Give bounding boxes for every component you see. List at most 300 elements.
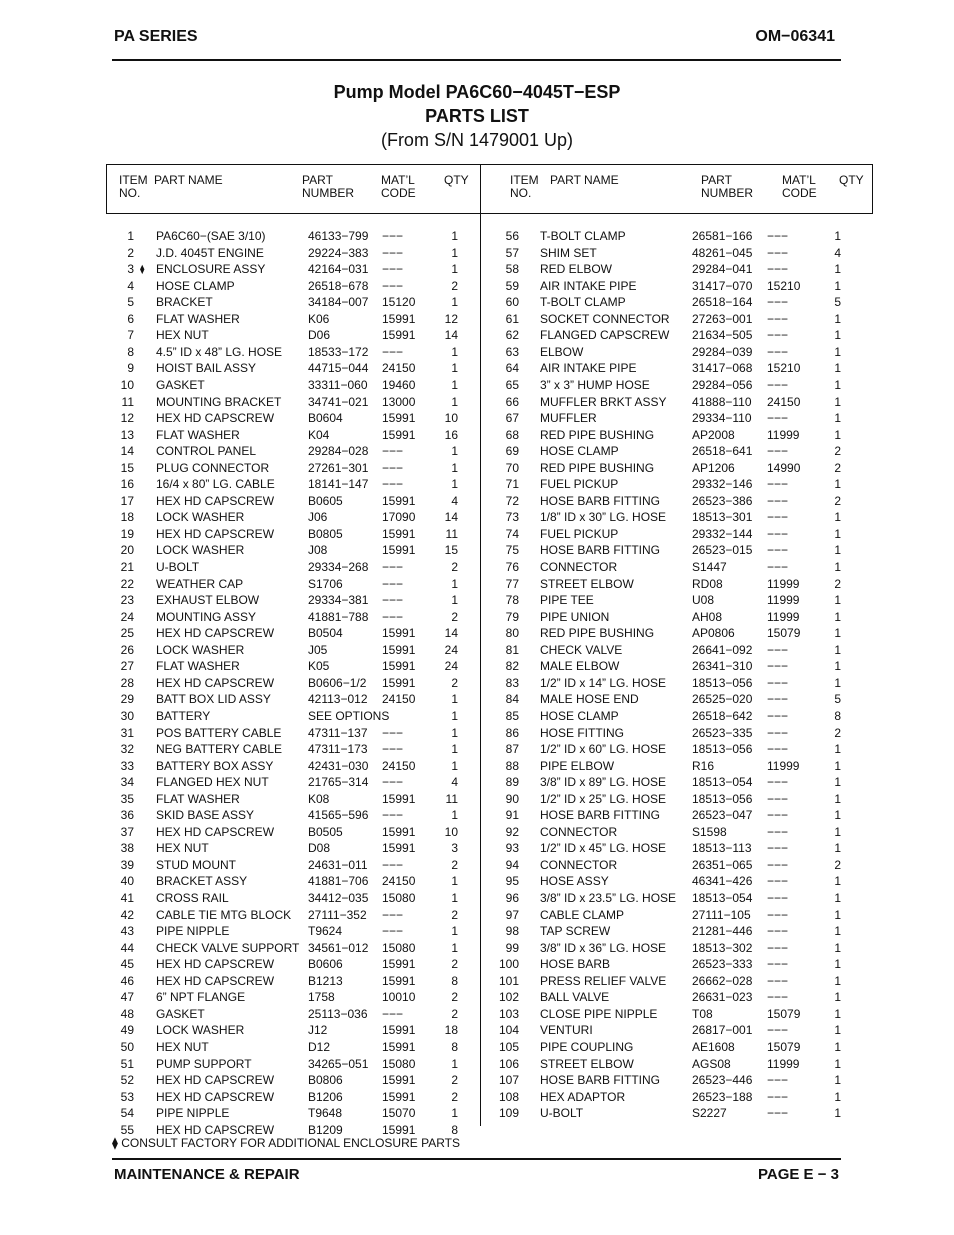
part-name: HOSE CLAMP	[540, 708, 619, 723]
part-row	[0, 626, 954, 643]
qty: 1	[834, 1006, 841, 1021]
item-no: 31	[120, 725, 134, 740]
document-number: OM−06341	[755, 28, 835, 45]
part-name: ENCLOSURE ASSY	[156, 262, 266, 277]
mat-code: 15120	[382, 295, 416, 310]
item-no: 101	[498, 973, 519, 988]
item-no: 54	[120, 1106, 134, 1121]
qty: 1	[451, 477, 458, 492]
part-number: 18513−056	[692, 742, 753, 757]
qty: 2	[451, 990, 458, 1005]
part-row	[0, 891, 954, 908]
mat-code: 24150	[767, 394, 801, 409]
part-number: 48261−045	[692, 245, 753, 260]
qty: 1	[834, 626, 841, 641]
item-no: 65	[505, 377, 519, 392]
mat-code: −−−	[767, 891, 789, 905]
item-no: 86	[505, 725, 519, 740]
part-row	[0, 361, 954, 378]
part-number: SEE OPTIONS	[308, 708, 390, 723]
mat-code: −−−	[767, 1089, 789, 1104]
mat-code: −−−	[767, 725, 789, 740]
qty: 3	[451, 841, 458, 856]
qty: 1	[451, 808, 458, 823]
item-no: 80	[505, 626, 519, 641]
item-no: 98	[505, 924, 519, 939]
part-name: MOUNTING BRACKET	[156, 394, 282, 409]
qty: 1	[834, 1056, 841, 1071]
qty: 1	[834, 526, 841, 541]
mat-code: −−−	[382, 460, 404, 475]
mat-code: −−−	[767, 543, 789, 558]
part-row	[0, 328, 954, 345]
item-no: 7	[127, 328, 134, 343]
mat-code: 15991	[382, 642, 416, 657]
part-number: T9648	[308, 1106, 343, 1121]
part-row	[0, 726, 954, 743]
part-number: 34184−007	[308, 295, 369, 310]
part-name: LOCK WASHER	[156, 1023, 245, 1038]
part-name: HEX HD CAPSCREW	[156, 824, 275, 839]
part-name: FUEL PICKUP	[540, 477, 619, 492]
item-no: 108	[498, 1089, 519, 1104]
part-name: T-BOLT CLAMP	[540, 229, 626, 243]
qty: 2	[451, 907, 458, 922]
col-header-mat-code: MAT’L CODE	[782, 173, 817, 200]
col-header-part-number: PART NUMBER	[701, 173, 754, 200]
part-number: 41881−706	[308, 874, 369, 889]
qty: 14	[444, 328, 458, 343]
part-row	[0, 593, 954, 610]
series-label: PA SERIES	[114, 28, 198, 45]
part-row	[0, 676, 954, 693]
qty: 14	[444, 510, 458, 525]
item-no: 17	[120, 493, 134, 508]
qty: 1	[834, 907, 841, 922]
col-header-part-name: PART NAME	[550, 173, 619, 187]
part-number: RD08	[692, 576, 723, 591]
qty: 1	[451, 891, 458, 905]
part-number: 26518−678	[308, 278, 369, 293]
part-number: 21281−446	[692, 924, 753, 939]
mat-code: 15991	[382, 791, 416, 806]
part-row	[0, 477, 954, 494]
qty: 4	[451, 493, 458, 508]
part-number: S1447	[692, 560, 727, 574]
item-no: 30	[120, 708, 134, 723]
item-no: 58	[505, 262, 519, 277]
part-name: ELBOW	[540, 344, 584, 359]
part-row	[0, 345, 954, 362]
mat-code: −−−	[382, 278, 404, 293]
mat-code: 15991	[382, 1089, 416, 1104]
part-name: J.D. 4045T ENGINE	[156, 245, 264, 260]
mat-code: −−−	[767, 1106, 789, 1121]
mat-code: −−−	[767, 791, 789, 806]
part-number: 33311−060	[308, 377, 368, 392]
mat-code: 11999	[767, 758, 800, 773]
qty: 1	[451, 692, 458, 707]
part-name: RED PIPE BUSHING	[540, 460, 655, 475]
part-name: HOSE BARB	[540, 957, 611, 972]
part-row	[0, 262, 954, 279]
mat-code: 24150	[382, 758, 416, 773]
qty: 1	[451, 444, 458, 459]
part-name: GASKET	[156, 1006, 205, 1021]
part-row	[0, 874, 954, 891]
mat-code: −−−	[382, 609, 404, 624]
item-no: 15	[120, 460, 134, 475]
item-no: 10	[120, 377, 134, 392]
part-name: HEX HD CAPSCREW	[156, 957, 275, 972]
mat-code: −−−	[767, 245, 789, 260]
item-no: 55	[120, 1122, 134, 1137]
qty: 10	[444, 824, 458, 839]
item-no: 4	[127, 278, 134, 293]
part-name: SOCKET CONNECTOR	[540, 311, 670, 326]
part-row	[0, 825, 954, 842]
part-name: HOSE BARB FITTING	[540, 1073, 661, 1088]
qty: 2	[834, 493, 841, 508]
qty: 1	[834, 411, 841, 426]
part-name: RED ELBOW	[540, 262, 613, 277]
table-frame-bottom	[106, 213, 873, 214]
part-name: U-BOLT	[156, 560, 200, 574]
item-no: 24	[120, 609, 134, 624]
mat-code: −−−	[767, 990, 789, 1005]
item-no: 33	[120, 758, 134, 773]
part-name: HEX HD CAPSCREW	[156, 973, 275, 988]
mat-code: −−−	[767, 874, 789, 889]
qty: 1	[451, 708, 458, 723]
mat-code: 11999	[767, 427, 800, 442]
qty: 2	[451, 957, 458, 972]
mat-code: −−−	[767, 477, 789, 492]
part-name: FUEL PICKUP	[540, 526, 619, 541]
part-name: CABLE TIE MTG BLOCK	[156, 907, 292, 922]
part-number: 26518−642	[692, 708, 753, 723]
part-row	[0, 378, 954, 395]
part-number: 29334−381	[308, 593, 369, 608]
item-no: 71	[505, 477, 519, 492]
qty: 1	[834, 973, 841, 988]
mat-code: −−−	[382, 808, 404, 823]
part-name: STREET ELBOW	[540, 576, 634, 591]
part-row	[0, 1073, 954, 1090]
item-no: 70	[505, 460, 519, 475]
part-name: LOCK WASHER	[156, 642, 245, 657]
part-number: 24631−011	[308, 857, 368, 872]
part-row	[0, 1023, 954, 1040]
part-number: 34741−021	[308, 394, 369, 409]
item-no: 25	[120, 626, 134, 641]
header-rule	[112, 59, 841, 61]
part-number: U08	[692, 593, 715, 608]
mat-code: 24150	[382, 874, 416, 889]
mat-code: −−−	[767, 742, 789, 757]
item-no: 45	[120, 957, 134, 972]
part-number: 44715−044	[308, 361, 369, 376]
item-no: 93	[505, 841, 519, 856]
item-no: 81	[505, 642, 519, 657]
mat-code: −−−	[767, 940, 789, 955]
item-no: 85	[505, 708, 519, 723]
qty: 24	[444, 659, 458, 674]
qty: 1	[834, 940, 841, 955]
part-name: GASKET	[156, 377, 205, 392]
page-number: PAGE E − 3	[757, 1166, 839, 1183]
part-number: 46133−799	[308, 229, 369, 243]
part-name: HOSE BARB FITTING	[540, 493, 661, 508]
mat-code: 15991	[382, 626, 416, 641]
part-number: 42113−012	[308, 692, 368, 707]
part-name: CHECK VALVE	[540, 642, 623, 657]
qty: 1	[834, 874, 841, 889]
item-no: 16	[120, 477, 134, 492]
part-name: HOSE CLAMP	[156, 278, 235, 293]
item-no: 74	[505, 526, 519, 541]
item-no: 62	[505, 328, 519, 343]
qty: 5	[834, 295, 841, 310]
part-row	[0, 229, 954, 246]
part-name: 4.5” ID x 48” LG. HOSE	[156, 344, 283, 359]
qty: 2	[834, 444, 841, 459]
mat-code: 10010	[382, 990, 416, 1005]
qty: 1	[451, 725, 458, 740]
part-number: S1598	[692, 824, 727, 839]
footnote: ⧫ CONSULT FACTORY FOR ADDITIONAL ENCLOSURE PARTS	[112, 1136, 461, 1150]
mat-code: 15991	[382, 1122, 416, 1137]
part-name: FLAT WASHER	[156, 427, 240, 442]
item-no: 104	[498, 1023, 519, 1038]
part-number: 26525−020	[692, 692, 753, 707]
qty: 1	[834, 543, 841, 558]
part-name: HOSE BARB FITTING	[540, 808, 661, 823]
qty: 1	[834, 659, 841, 674]
part-name: SHIM SET	[540, 245, 597, 260]
qty: 1	[451, 576, 458, 591]
qty: 1	[834, 477, 841, 492]
part-number: 18533−172	[308, 344, 369, 359]
part-number: 26523−446	[692, 1073, 753, 1088]
qty: 5	[834, 692, 841, 707]
part-number: 18513−054	[692, 891, 753, 905]
consult-factory-marker: ⧫	[140, 264, 145, 275]
part-number: AP2008	[692, 427, 735, 442]
item-no: 64	[505, 361, 519, 376]
part-number: 18513−056	[692, 791, 753, 806]
qty: 8	[451, 973, 458, 988]
item-no: 63	[505, 344, 519, 359]
qty: 1	[834, 808, 841, 823]
part-row	[0, 428, 954, 445]
qty: 18	[444, 1023, 458, 1038]
part-number: 26523−047	[692, 808, 753, 823]
part-row	[0, 775, 954, 792]
qty: 1	[834, 924, 841, 939]
part-number: K05	[308, 659, 330, 674]
part-number: 27261−301	[308, 460, 369, 475]
qty: 2	[451, 560, 458, 574]
part-number: T08	[692, 1006, 713, 1021]
part-number: J08	[308, 543, 328, 558]
mat-code: −−−	[767, 493, 789, 508]
part-number: 27111−352	[308, 907, 367, 922]
mat-code: −−−	[382, 775, 404, 790]
mat-code: −−−	[382, 344, 404, 359]
part-number: 26631−023	[692, 990, 753, 1005]
mat-code: −−−	[767, 841, 789, 856]
item-no: 79	[505, 609, 519, 624]
item-no: 44	[120, 940, 134, 955]
part-number: B0606	[308, 957, 343, 972]
mat-code: −−−	[382, 1006, 404, 1021]
part-name: CLOSE PIPE NIPPLE	[540, 1006, 658, 1021]
qty: 11	[445, 526, 458, 541]
qty: 1	[451, 758, 458, 773]
qty: 1	[834, 377, 841, 392]
part-number: AP0806	[692, 626, 735, 641]
part-name: BATTERY	[156, 708, 211, 723]
part-row	[0, 974, 954, 991]
qty: 1	[451, 940, 458, 955]
page-title: Pump Model PA6C60−4045T−ESP	[333, 82, 621, 102]
qty: 1	[834, 560, 841, 574]
part-name: HEX HD CAPSCREW	[156, 1089, 275, 1104]
part-name: PIPE ELBOW	[540, 758, 615, 773]
part-name: 3/8” ID x 89” LG. HOSE	[540, 775, 667, 790]
part-name: HOIST BAIL ASSY	[156, 361, 257, 376]
mat-code: 15991	[382, 824, 416, 839]
item-no: 50	[120, 1039, 134, 1054]
part-number: 31417−068	[692, 361, 753, 376]
qty: 2	[451, 1073, 458, 1088]
item-no: 87	[505, 742, 519, 757]
part-row	[0, 742, 954, 759]
part-name: MUFFLER	[540, 411, 597, 426]
part-number: 29332−146	[692, 477, 753, 492]
part-name: BRACKET ASSY	[156, 874, 248, 889]
part-row	[0, 411, 954, 428]
item-no: 6	[127, 311, 134, 326]
part-name: BRACKET	[156, 295, 213, 310]
qty: 1	[834, 742, 841, 757]
mat-code: −−−	[382, 742, 404, 757]
mat-code: 15991	[382, 659, 416, 674]
part-name: CONNECTOR	[540, 824, 618, 839]
part-row	[0, 709, 954, 726]
part-number: B0806	[308, 1073, 343, 1088]
mat-code: −−−	[767, 642, 789, 657]
item-no: 103	[498, 1006, 519, 1021]
part-number: 46341−426	[692, 874, 753, 889]
col-header-part-number: PART NUMBER	[302, 173, 355, 200]
part-row	[0, 808, 954, 825]
item-no: 61	[505, 311, 519, 326]
mat-code: −−−	[767, 526, 789, 541]
qty: 1	[834, 609, 841, 624]
part-number: D06	[308, 328, 331, 343]
mat-code: 15991	[382, 427, 416, 442]
qty: 1	[451, 377, 458, 392]
part-name: MOUNTING ASSY	[156, 609, 257, 624]
col-header-part-name: PART NAME	[154, 173, 223, 187]
part-name: 1/2” ID x 45” LG. HOSE	[540, 841, 667, 856]
part-name: U-BOLT	[540, 1106, 584, 1121]
item-no: 32	[120, 742, 134, 757]
mat-code: 15991	[382, 311, 416, 326]
item-no: 95	[505, 874, 519, 889]
qty: 1	[834, 278, 841, 293]
part-name: SKID BASE ASSY	[156, 808, 255, 823]
item-no: 35	[120, 791, 134, 806]
item-no: 59	[505, 278, 519, 293]
item-no: 51	[120, 1056, 134, 1071]
part-number: B0505	[308, 824, 343, 839]
qty: 8	[451, 1039, 458, 1054]
part-number: J05	[308, 642, 328, 657]
part-number: 29332−144	[692, 526, 753, 541]
part-name: HEX HD CAPSCREW	[156, 1122, 275, 1137]
part-number: B0504	[308, 626, 343, 641]
part-number: 34561−012	[308, 940, 369, 955]
mat-code: −−−	[767, 973, 789, 988]
part-name: MUFFLER BRKT ASSY	[540, 394, 667, 409]
part-row	[0, 1057, 954, 1074]
part-number: 41888−110	[692, 394, 752, 409]
item-no: 92	[505, 824, 519, 839]
part-name: HEX HD CAPSCREW	[156, 411, 275, 426]
mat-code: 15991	[382, 957, 416, 972]
mat-code: −−−	[767, 907, 789, 922]
part-row	[0, 527, 954, 544]
serial-range: (From S/N 1479001 Up)	[380, 130, 574, 150]
part-name: LOCK WASHER	[156, 543, 245, 558]
qty: 1	[834, 824, 841, 839]
part-name: FLAT WASHER	[156, 311, 240, 326]
qty: 8	[834, 708, 841, 723]
qty: 2	[834, 460, 841, 475]
mat-code: 15210	[767, 278, 801, 293]
item-no: 49	[120, 1023, 134, 1038]
mat-code: 13000	[382, 394, 416, 409]
part-row	[0, 577, 954, 594]
part-name: 3/8” ID x 36” LG. HOSE	[540, 940, 667, 955]
item-no: 57	[505, 245, 519, 260]
part-number: AP1206	[692, 460, 735, 475]
part-number: 26518−164	[692, 295, 753, 310]
mat-code: 15080	[382, 1056, 416, 1071]
part-row	[0, 279, 954, 296]
item-no: 90	[505, 791, 519, 806]
qty: 1	[834, 427, 841, 442]
mat-code: −−−	[382, 477, 404, 492]
qty: 1	[451, 1056, 458, 1071]
item-no: 72	[505, 493, 519, 508]
part-number: 18513−301	[692, 510, 753, 525]
item-no: 94	[505, 857, 519, 872]
part-number: 26581−166	[692, 229, 753, 243]
part-row	[0, 312, 954, 329]
part-name: STREET ELBOW	[540, 1056, 634, 1071]
item-no: 68	[505, 427, 519, 442]
part-name: HOSE CLAMP	[540, 444, 619, 459]
part-name: HEX HD CAPSCREW	[156, 1073, 275, 1088]
item-no: 34	[120, 775, 134, 790]
qty: 1	[834, 593, 841, 608]
part-name: AIR INTAKE PIPE	[540, 361, 637, 376]
part-number: AE1608	[692, 1039, 735, 1054]
